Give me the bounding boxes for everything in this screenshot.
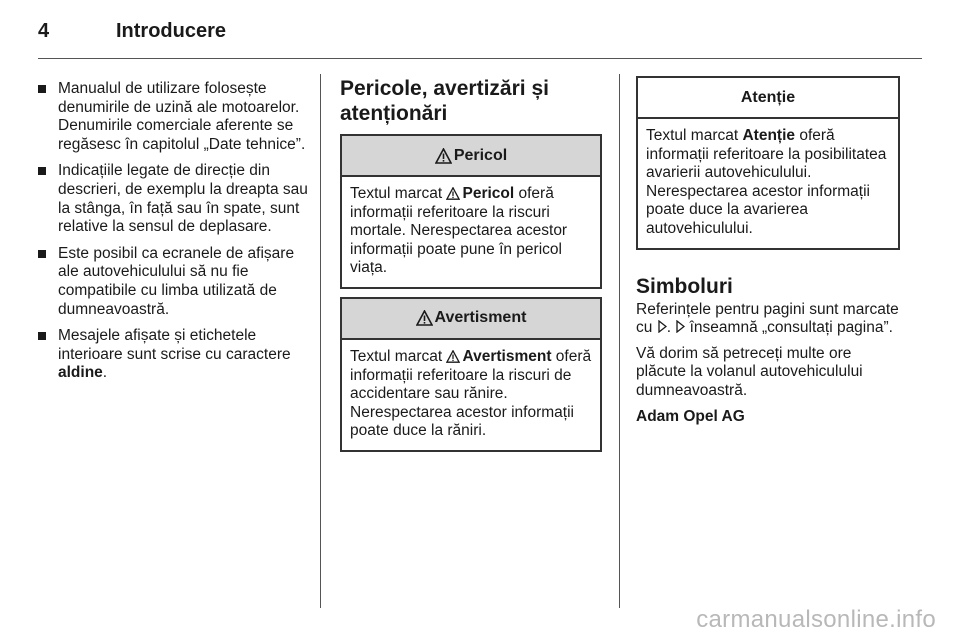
caution-notice-title: Atenție [740,88,796,106]
caution-notice-box [636,76,900,250]
symbols-title: Simboluri [636,274,733,298]
symbols-paragraph [636,301,900,338]
closing-paragraph: Vă dorim să petreceți multe ore plăcute la volanul autovehiculului dumneavoastră. [636,344,863,399]
notice-keyword: Atenție [742,127,796,144]
danger-notice-header [342,136,600,177]
warning-triangle-icon [446,350,460,363]
paragraph-text: Referințele pentru pagini sunt marcate cu [636,300,899,337]
list-item-text-end: . [102,364,108,382]
notice-keyword: Pericol [462,185,515,202]
section-title: Pericole, avertizări și atenționări [340,77,549,125]
warning-triangle-icon [446,187,460,200]
danger-notice-title: Pericol [453,146,508,164]
column-divider-1 [320,74,321,608]
notice-text: Textul marcat [350,185,447,202]
warning-triangle-icon [416,310,433,326]
list-item [38,80,310,154]
danger-notice-box [340,134,602,289]
notice-text: oferă informații referitoare la riscuri mortale. Nerespectarea acestor informații poate pune în pericol viața. [350,185,568,277]
list-item-text: Este posibil ca ecranele de afișare ale autovehiculului să nu fie compatibile cu limba utilizată de dumneavoastră. [58,244,295,318]
list-item-text: Indicațiile legate de direcție din descrieri, de exemplu la dreapta sau la stânga, în față sau în spate, sunt relative la sensul de deplasare. [58,162,308,236]
warning-notice-body [342,340,600,450]
notice-text: oferă informații referitoare la posibilitatea avarierii autovehiculului. Nerespectarea acestor informații poate duce la avarierea autovehiculului. [646,127,887,237]
page-header [38,20,922,46]
bold-word: aldine [58,364,103,382]
warning-triangle-icon [435,148,452,164]
list-item [38,245,310,319]
warning-notice-header [342,299,600,340]
notice-keyword: Avertisment [462,347,552,365]
square-bullet-icon [38,332,46,340]
danger-notice-body [342,177,600,287]
warning-notice-title: Avertisment [434,309,527,327]
paragraph-text: înseamnă „consultați pagina”. [685,319,893,337]
header-divider [38,58,922,59]
list-item [38,162,310,236]
watermark: carmanualsonline.info [696,606,936,633]
column-middle [340,76,602,460]
column-divider-2 [619,74,620,608]
list-item-text: Manualul de utilizare folosește denumirile de uzină ale motoarelor. Denumirile comerciale aferente se regăsesc în capitolul „Date tehnice”. [58,80,306,153]
warning-notice-box [340,297,602,452]
paragraph-text: . [666,319,676,337]
chapter-title: Introducere [116,20,227,42]
page-number: 4 [38,20,50,42]
square-bullet-icon [38,250,46,258]
caution-notice-body [638,119,898,248]
signature: Adam Opel AG [636,407,745,425]
notice-text: Textul marcat [646,127,743,144]
page-reference-icon [657,320,667,333]
notice-text: oferă informații referitoare la riscuri de accidentare sau rănire. Nerespectarea acestor informații poate duce la răniri. [350,347,592,440]
square-bullet-icon [38,167,46,175]
list-item-text: Mesajele afișate și etichetele interioare sunt scrise cu caractere [58,327,291,363]
page-reference-icon [675,320,685,333]
notice-text: Textul marcat [350,347,447,365]
column-left [38,80,310,391]
caution-notice-header [638,78,898,119]
bullet-list [38,80,310,383]
square-bullet-icon [38,85,46,93]
list-item [38,327,310,383]
column-right [636,76,900,433]
